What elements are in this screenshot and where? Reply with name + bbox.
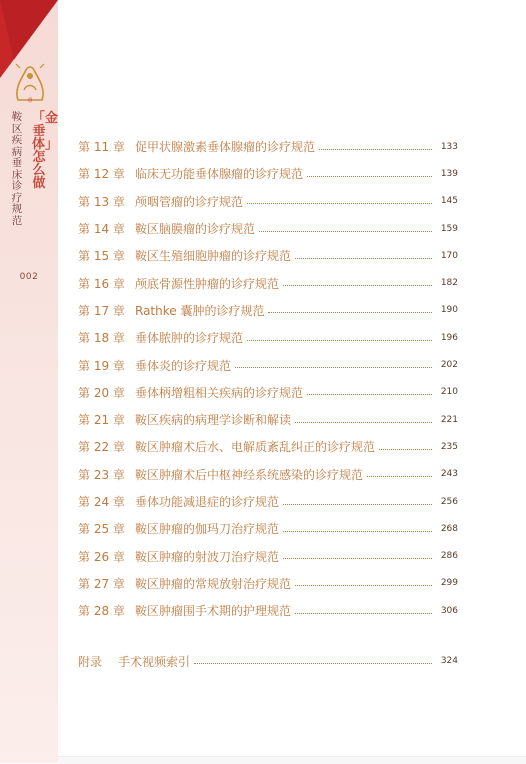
dot-leader [268,311,432,313]
dot-leader [379,448,432,450]
chapter-page: 190 [440,305,458,316]
vertical-book-title [8,111,59,262]
chapter-number: 第 22 章 [78,440,125,455]
chapter-page: 139 [440,168,458,179]
chapter-title: 垂体功能减退症的诊疗规范 [135,495,280,509]
toc-entry[interactable] [78,160,458,187]
chapter-page: 182 [440,278,458,289]
chapter-title: 垂体柄增粗相关疾病的诊疗规范 [135,385,304,400]
chapter-page: 210 [440,387,458,398]
chapter-page: 170 [440,250,458,261]
chapter-page: 133 [440,141,458,152]
chapter-number: 第 19 章 [78,358,125,373]
chapter-title: 鞍区肿瘤的伽玛刀治疗规范 [135,522,280,537]
chapter-number: 第 25 章 [78,522,125,537]
chapter-number: 第 23 章 [78,467,125,482]
dot-leader [247,339,432,341]
chapter-title: 垂体炎的诊疗规范 [135,358,232,373]
dot-leader [235,366,432,368]
dot-leader [295,612,432,614]
toc-entry[interactable] [78,215,458,242]
chapter-title: 垂体脓肿的诊疗规范 [135,331,244,346]
chapter-title: 颅底骨源性肿瘤的诊疗规范 [135,276,280,291]
chapter-number: 第 26 章 [78,549,125,564]
toc-entry[interactable] [78,133,458,160]
dot-leader [319,148,432,150]
dot-leader [283,284,432,286]
book-title-right: 「金垂体」怎么做 [32,111,59,191]
dot-leader [283,503,432,505]
chapter-number: 第 27 章 [78,576,125,591]
chapter-title: 鞍区疾病的病理学诊断和解读 [135,413,292,428]
dot-leader [194,662,432,664]
chapter-number: 第 15 章 [78,249,125,264]
toc-entry[interactable] [78,242,458,269]
chapter-page: 235 [440,441,458,452]
chapter-title: 鞍区肿瘤围手术期的护理规范 [135,604,292,619]
chapter-title: 鞍区肿瘤的射波刀治疗规范 [135,549,280,564]
toc-entry[interactable] [78,570,458,597]
dot-leader [259,230,432,232]
chapter-page: 196 [440,332,458,343]
table-of-contents [78,133,458,624]
toc-entry[interactable] [78,406,458,433]
toc-entry[interactable] [78,488,458,515]
svg-text:垂: 垂 [27,98,33,104]
chapter-page: 268 [440,523,458,534]
chapter-number: 第 20 章 [78,385,125,400]
chapter-number: 第 18 章 [78,331,125,346]
toc-entry[interactable] [78,351,458,378]
chapter-page: 145 [440,196,458,207]
dot-leader [283,557,432,559]
chapter-number: 第 17 章 [78,303,125,318]
chapter-page: 299 [440,578,458,589]
dot-leader [247,202,432,204]
chapter-title: 鞍区肿瘤的常规放射治疗规范 [135,576,292,591]
toc-entry[interactable] [78,324,458,351]
toc-entry[interactable] [78,297,458,324]
chapter-number: 第 28 章 [78,604,125,619]
chapter-number: 第 13 章 [78,194,125,209]
chapter-title: Rathke 囊肿的诊疗规范 [135,303,265,318]
book-title-left: 鞍区疾病垂床诊疗规范 [11,111,23,227]
chapter-number: 第 24 章 [78,495,125,509]
toc-entry[interactable] [78,515,458,542]
toc-entry[interactable] [78,269,458,296]
dot-leader [307,175,432,177]
logo-emblem [12,60,48,104]
chapter-number: 第 14 章 [78,222,125,237]
chapter-title: 颅咽管瘤的诊疗规范 [135,194,244,209]
chapter-title: 鞍区脑膜瘤的诊疗规范 [135,222,256,237]
chapter-page: 256 [440,496,458,507]
dot-leader [307,393,432,395]
toc-entry[interactable] [78,433,458,460]
chapter-title: 促甲状腺激素垂体腺瘤的诊疗规范 [135,140,316,155]
chapter-page: 286 [440,551,458,562]
chapter-title: 鞍区生殖细胞肿瘤的诊疗规范 [135,249,292,264]
dot-leader [295,584,432,586]
dot-leader [367,475,432,477]
toc-entry[interactable] [78,461,458,488]
chapter-number: 第 11 章 [78,140,125,155]
dot-leader [283,530,432,532]
dot-leader [295,421,432,423]
chapter-number: 第 16 章 [78,276,125,291]
toc-entry[interactable] [78,542,458,569]
chapter-title: 临床无功能垂体腺瘤的诊疗规范 [135,167,304,182]
chapter-number: 第 21 章 [78,413,125,428]
toc-entry[interactable] [78,379,458,406]
chapter-page: 202 [440,360,458,371]
chapter-page: 159 [440,223,458,234]
appendix-page: 324 [440,656,458,666]
appendix-label: 附录 [78,654,103,669]
chapter-page: 306 [440,605,458,616]
chapter-title: 鞍区肿瘤术后水、电解质紊乱纠正的诊疗规范 [135,440,376,455]
chapter-title: 鞍区肿瘤术后中枢神经系统感染的诊疗规范 [135,467,364,482]
chapter-page: 221 [440,414,458,425]
page-number: 002 [19,272,39,282]
toc-entry[interactable] [78,597,458,624]
chapter-number: 第 12 章 [78,167,125,182]
sidebar-band [0,0,58,763]
dot-leader [295,257,432,259]
toc-appendix-entry[interactable] [78,650,458,672]
chapter-page: 243 [440,469,458,480]
toc-entry[interactable] [78,188,458,215]
appendix-title: 手术视频索引 [118,654,191,669]
